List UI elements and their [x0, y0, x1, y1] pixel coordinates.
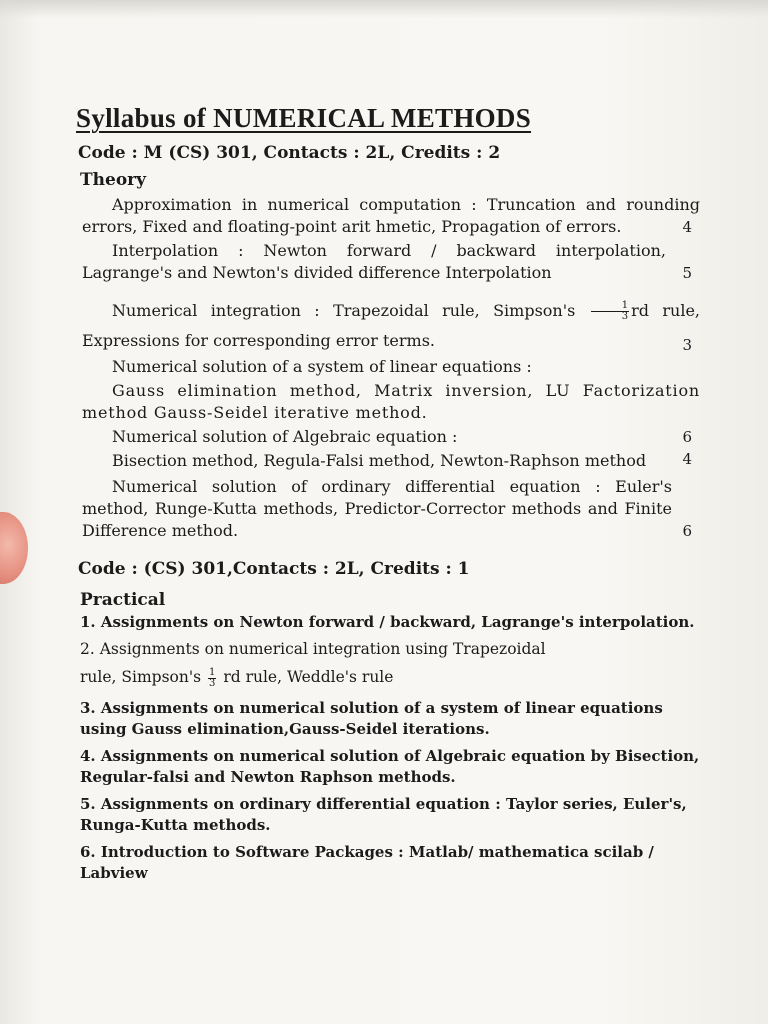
- practical-list: [80, 612, 700, 884]
- fraction-denominator: 3: [209, 677, 216, 689]
- practical-item: 4. Assignments on numerical solution of Algebraic equation by Bisection, Regular-falsi and Newton Raphson methods.: [80, 747, 700, 786]
- page-title: Syllabus of NUMERICAL METHODS: [76, 103, 532, 133]
- practical-item-text-after: rd rule, Weddle's rule: [223, 668, 394, 686]
- practical-item: 3. Assignments on numerical solution of a system of linear equations using Gauss elimination,Gauss-Seidel iterations.: [80, 699, 663, 738]
- theory-item-text: Interpolation : Newton forward / backward interpolation, Lagrange's and Newton's divided difference Interpolation: [82, 241, 666, 282]
- theory-item: [82, 194, 700, 238]
- theory-heading: Theory: [80, 170, 146, 190]
- theory-item: [82, 476, 700, 542]
- theory-code-line: Code : M (CS) 301, Contacts : 2L, Credits : 2: [78, 143, 501, 163]
- theory-item-text: Numerical solution of Algebraic equation :: [112, 427, 458, 446]
- fraction: [591, 301, 629, 322]
- theory-item: [82, 356, 700, 378]
- practical-item: [80, 662, 700, 692]
- theory-item-text: Bisection method, Regula-Falsi method, Newton-Raphson method: [112, 451, 647, 470]
- practical-item-text-before: rule, Simpson's: [80, 668, 202, 686]
- fraction-numerator: 1: [591, 301, 629, 312]
- theory-item-text-after: rd rule, Expressions for corresponding error terms.: [82, 301, 700, 350]
- practical-heading: Practical: [80, 590, 166, 610]
- fraction: [208, 668, 216, 689]
- theory-item-hours: 4: [682, 450, 692, 468]
- theory-item-text: Numerical solution of a system of linear equations :: [112, 357, 532, 376]
- practical-item: 5. Assignments on ordinary differential equation : Taylor series, Euler's, Runga-Kutta methods.: [80, 795, 687, 834]
- theory-item-text: Approximation in numerical computation : Truncation and rounding errors, Fixed and floating-point arit hmetic, Propagation of errors.: [82, 195, 700, 236]
- theory-item: [82, 296, 700, 356]
- theory-item: [82, 426, 700, 448]
- theory-item: [82, 380, 700, 424]
- spacer: [76, 284, 700, 296]
- theory-item-text-before: Numerical integration : Trapezoidal rule, Simpson's: [112, 301, 576, 320]
- theory-item: [82, 240, 700, 284]
- theory-item-hours: 6: [682, 428, 692, 446]
- fraction-denominator: 3: [621, 311, 629, 322]
- theory-item-text: Gauss elimination method, Matrix inversion, LU Factorization method Gauss-Seidel iterative method.: [82, 381, 700, 422]
- theory-item: [82, 450, 700, 472]
- syllabus-content: [76, 100, 700, 890]
- theory-item-hours: 5: [682, 264, 692, 282]
- practical-item: 6. Introduction to Software Packages : Matlab/ mathematica scilab / Labview: [80, 843, 654, 882]
- fraction-numerator: 1: [209, 666, 216, 678]
- theory-item-hours: 6: [682, 522, 692, 540]
- theory-item-text: Numerical solution of ordinary differential equation : Euler's method, Runge-Kutta methods, Predictor-Corrector methods and Finite Difference method.: [82, 477, 672, 540]
- top-shadow: [0, 0, 768, 18]
- theory-item-hours: 4: [682, 218, 692, 236]
- practical-item: 1. Assignments on Newton forward / backward, Lagrange's interpolation.: [80, 613, 695, 631]
- practical-code-line: Code : (CS) 301,Contacts : 2L, Credits : 1: [78, 559, 470, 579]
- practical-item: 2. Assignments on numerical integration using Trapezoidal: [80, 640, 546, 658]
- theory-item-hours: 3: [682, 336, 692, 354]
- theory-item-text: [82, 296, 700, 356]
